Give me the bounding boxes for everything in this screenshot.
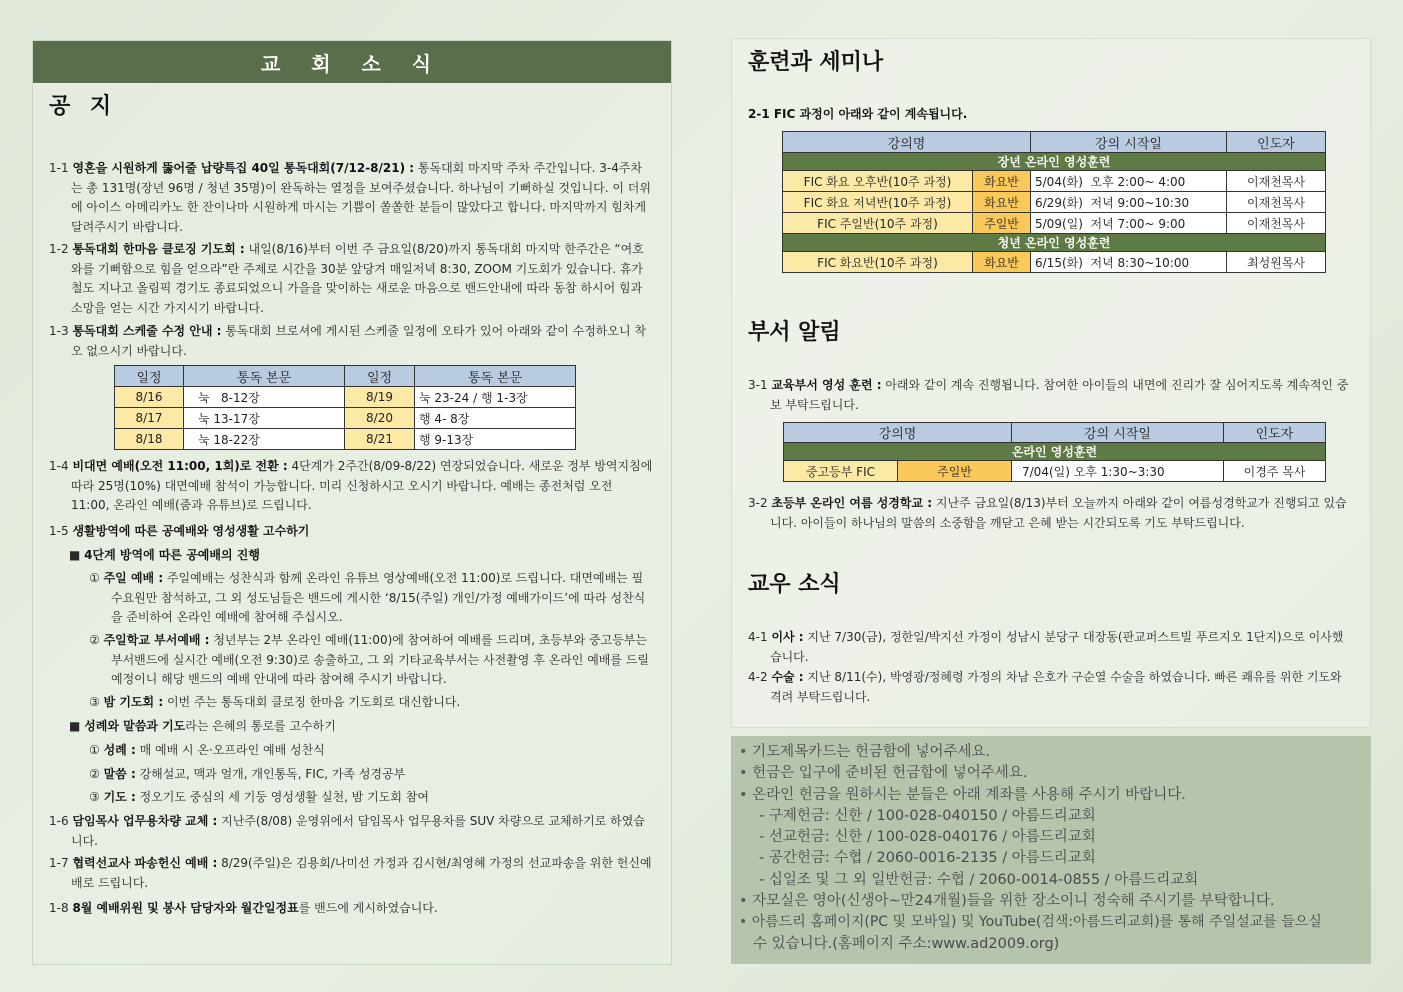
subitem-prayer: ③ 기도 : 정오기도 중심의 세 기둥 영성생활 실천, 밤 기도회 참여 [89, 790, 429, 804]
table-row: 중고등부 FIC 주일반 7/04(일) 오후 1:30~3:30 이경주 목사 [784, 461, 1326, 482]
list-item: • 아름드리 홈페이지(PC 및 모바일) 및 YouTube(검색:아름드리교회)를 통해 주일설교를 들으실 [739, 912, 1361, 933]
subitem-sunday-school: ② 주일학교 부서예배 : 청년부는 2부 온라인 예배(11:00)에 참여하여 예배를 드리며, 초등부와 중고등부는 부서밴드에 실시간 예배(오전 9:30)로 송출하고, 그 외 기타교육부서는 사전촬영 후 온라인 예배를 드릴 예정이니 해당 밴드의 예배 안내에 따라 참여해 주시기 바랍니다. [89, 633, 649, 686]
member-news-title: 교우 소식 [748, 572, 841, 597]
account-line: - 선교헌금: 신한 / 100-028-040176 / 아름드리교회 [759, 829, 1096, 846]
table-header-row: 강의명 강의 시작일 인도자 [784, 423, 1326, 443]
member-4-1: 4-1 이사 : 지난 7/30(금), 정한일/박지선 가정이 성남시 분당구 대장동(판교퍼스트빌 푸르지오 1단지)으로 이사했습니다. [748, 630, 1344, 664]
band-online-training: 온라인 영성훈련 [784, 443, 1326, 461]
notice-1-3: 1-3 통독대회 스케줄 수정 안내 : 통독대회 브로셔에 게시된 스케줄 일정에 오타가 있어 아래와 같이 수정하오니 착오 없으시기 바랍니다. [49, 324, 646, 358]
offering-info-panel [731, 736, 1371, 964]
notice-1-5: 1-5 생활방역에 따른 공예배와 영성생활 고수하기 [49, 524, 310, 538]
table-row: 8/17 눅 13-17장 8/20 행 4- 8장 [115, 408, 576, 429]
account-line: - 십일조 및 그 외 일반헌금: 수협 / 2060-0014-0855 / 아름드리교회 [759, 871, 1199, 888]
fic-course-table [782, 131, 1326, 273]
band-adult-training: 장년 온라인 영성훈련 [783, 153, 1326, 171]
account-line: - 공간헌금: 수협 / 2060-0016-2135 / 아름드리교회 [759, 850, 1096, 867]
table-header-row: 강의명 강의 시작일 인도자 [783, 132, 1326, 153]
training-title: 훈련과 세미나 [748, 50, 884, 75]
subitem-sacrament: ① 성례 : 매 예배 시 온·오프라인 예배 성찬식 [89, 743, 325, 757]
member-4-2: 4-2 수술 : 지난 8/11(수), 박영광/정혜령 가정의 차남 은호가 구순열 수술을 하였습니다. 빠른 쾌유를 위한 기도와 격려 부탁드립니다. [748, 670, 1342, 704]
notice-1-7: 1-7 협력선교사 파송헌신 예배 : 8/29(주일)은 김용회/나미선 가정과 김시현/최영혜 가정의 선교파송을 위한 헌신예배로 드립니다. [49, 856, 652, 890]
homepage-line: 수 있습니다.(홈페이지 주소:www.ad2009.org) [753, 935, 1060, 952]
notice-1-1: 1-1 영혼을 시원하게 뚫어줄 납량특집 40일 통독대회(7/12-8/21) : 통독대회 마지막 주차 주간입니다. 3-4주차는 총 131명(장년 96명 / 청년 35명)이 완독하는 열정을 보여주셨습니다. 하나님이 기뻐하실 것입니다. 이 더위에 아이스 아메리카노 한 잔이나마 시원하게 마시는 기쁨이 쏠쏠한 분들이 많았다고 합니다. 마지막까지 힘차게 달려주시기 바랍니다. [49, 161, 651, 234]
edu-training-table [783, 422, 1326, 482]
dept-3-1: 3-1 교육부서 영성 훈련 : 아래와 같이 계속 진행됩니다. 참여한 아이들의 내면에 진리가 잘 심어지도록 계속적인 중보 부탁드립니다. [748, 378, 1349, 412]
table-row: FIC 화요 오후반(10주 과정) 화요반 5/04(화) 오후 2:00~ 4:00 이재천목사 [783, 171, 1326, 192]
table-row: 8/18 눅 18-22장 8/21 행 9-13장 [115, 429, 576, 450]
account-line: - 구제헌금: 신한 / 100-028-040150 / 아름드리교회 [759, 807, 1096, 824]
training-intro: 2-1 FIC 과정이 아래와 같이 계속됩니다. [748, 107, 968, 121]
table-row: FIC 화요 저녁반(10주 과정) 화요반 6/29(화) 저녁 9:00~10:30 이재천목사 [783, 192, 1326, 213]
list-item: • 헌금은 입구에 준비된 헌금함에 넣어주세요. [739, 763, 1361, 784]
table-row: 8/16 눅 8-12장 8/19 눅 23-24 / 행 1-3장 [115, 387, 576, 408]
notice-1-2: 1-2 통독대회 한마음 클로징 기도회 : 내일(8/16)부터 이번 주 금요일(8/20)까지 통독대회 마지막 한주간은 “여호와를 기뻐함으로 힘을 얻으라”란 주제로 시간을 30분 앞당겨 매일저녁 8:30, ZOOM 기도회가 있습니다. 휴가철도 지나고 올림픽 경기도 종료되었으니 가을을 맞이하는 새로운 마음으로 밴드안내에 따라 동참 하시어 힘과 소망을 얻는 시간 가지시기 바랍니다. [49, 242, 644, 315]
notice-title: 공 지 [49, 94, 118, 119]
notice-1-4: 1-4 비대면 예배(오전 11:00, 1회)로 전환 : 4단계가 2주간(8/09-8/22) 연장되었습니다. 새로운 정부 방역지침에 따라 25명(10%) 대면예배 참석이 가능합니다. 미리 신청하시고 오시기 바랍니다. 예배는 종전처럼 오전 11:00, 온라인 예배(줌과 유튜브)로 드립니다. [49, 459, 653, 512]
table-row: FIC 화요반(10주 과정) 화요반 6/15(화) 저녁 8:30~10:00 최성원목사 [783, 252, 1326, 273]
notice-1-6: 1-6 담임목사 업무용차량 교체 : 지난주(8/08) 운영위에서 담임목사 업무용차를 SUV 차량으로 교체하기로 하였습니다. [49, 814, 645, 848]
church-news-panel [32, 40, 672, 965]
table-row: FIC 주일반(10주 과정) 주일반 5/09(일) 저녁 7:00~ 9:00 이재천목사 [783, 213, 1326, 234]
subitem-word: ② 말씀 : 강해설교, 맥과 얼개, 개인통독, FIC, 가족 성경공부 [89, 767, 406, 781]
subitem-night-prayer: ③ 밤 기도회 : 이번 주는 통독대회 클로징 한마음 기도회로 대신합니다. [89, 695, 461, 709]
reading-schedule-table [114, 365, 576, 450]
subsection-worship-progress: ■ 4단계 방역에 따른 공예배의 진행 [69, 548, 260, 562]
subsection-grace-channels: ■ 성례와 말씀과 기도라는 은혜의 통로를 고수하기 [69, 719, 336, 733]
subitem-sunday-worship: ① 주일 예배 : 주일예배는 성찬식과 함께 온라인 유튜브 영상예배(오전 11:00)로 드립니다. 대면예배는 필수요원만 참석하고, 그 외 성도님들은 밴드에 게시한 ‘8/15(주일) 개인/가정 예배가이드’에 따라 성찬식을 준비하여 온라인 예배에 참여해 주십시오. [89, 571, 646, 624]
list-item: • 온라인 헌금을 원하시는 분들은 아래 계좌를 사용해 주시기 바랍니다. [739, 785, 1361, 806]
list-item: • 자모실은 영아(신생아~만24개월)들을 위한 장소이니 정숙해 주시기를 부탁합니다. [739, 891, 1361, 912]
training-panel [731, 38, 1371, 728]
dept-title: 부서 알림 [748, 320, 841, 345]
band-youth-training: 청년 온라인 영성훈련 [783, 234, 1326, 252]
dept-3-2: 3-2 초등부 온라인 여름 성경학교 : 지난주 금요일(8/13)부터 오늘까지 아래와 같이 여름성경학교가 진행되고 있습니다. 아이들이 하나님의 말씀의 소중함을 깨닫고 은혜 받는 시간되도록 기도 부탁드립니다. [748, 496, 1347, 530]
list-item: • 기도제목카드는 헌금함에 넣어주세요. [739, 742, 1361, 763]
notice-1-8: 1-8 8월 예배위원 및 봉사 담당자와 월간일정표를 밴드에 게시하였습니다. [49, 901, 438, 915]
table-header-row: 일정 통독 본문 일정 통독 본문 [115, 366, 576, 387]
church-news-header: 교 회 소 식 [33, 41, 671, 83]
